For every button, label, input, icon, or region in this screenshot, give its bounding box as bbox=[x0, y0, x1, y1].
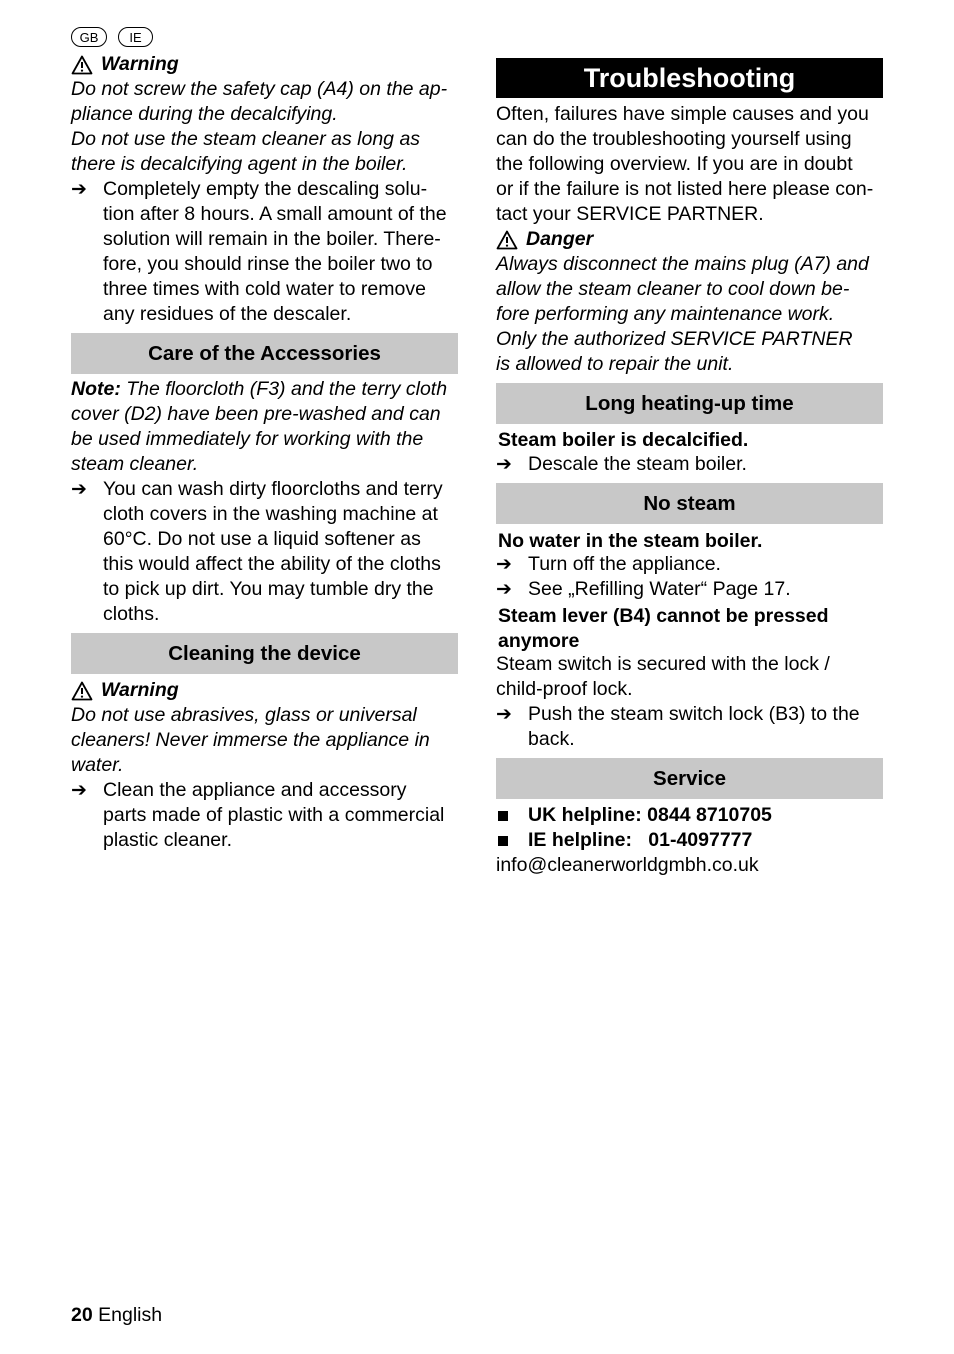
warning-triangle-icon bbox=[496, 230, 518, 250]
text-line: Always disconnect the mains plug (A7) and bbox=[496, 253, 869, 275]
text-line: or if the failure is not listed here please con- bbox=[496, 178, 874, 200]
text-line: child-proof lock. bbox=[496, 678, 633, 700]
step-push-switch-lock bbox=[496, 702, 860, 752]
cause-steam-lever bbox=[498, 604, 888, 654]
text-line: cover (D2) have been pre-washed and can bbox=[71, 403, 441, 425]
service-email[interactable]: info@cleanerworldgmbh.co.uk bbox=[496, 854, 759, 876]
arrow-right-icon: ➔ bbox=[496, 704, 512, 725]
note-first-line bbox=[71, 377, 461, 402]
footer-language: English bbox=[98, 1304, 163, 1326]
warning-triangle-icon bbox=[71, 681, 93, 701]
intro-paragraph bbox=[496, 102, 886, 227]
step-descale-boiler bbox=[496, 452, 747, 477]
page-footer bbox=[71, 1303, 162, 1328]
danger-text bbox=[496, 252, 886, 377]
language-badge-gb: GB bbox=[71, 27, 107, 47]
section-heading-no-steam: No steam bbox=[496, 483, 883, 524]
section-heading-cleaning-device: Cleaning the device bbox=[71, 633, 458, 674]
text-line: See „Refilling Water“ Page 17. bbox=[528, 578, 791, 600]
text-line: Only the authorized SERVICE PARTNER bbox=[496, 328, 853, 350]
text-line: back. bbox=[528, 728, 575, 750]
cause-steam-boiler-decalcified: Steam boiler is decalcified. bbox=[498, 429, 749, 451]
text-line: Turn off the appliance. bbox=[528, 553, 721, 575]
text-line: anymore bbox=[498, 630, 580, 652]
warning-text-2 bbox=[71, 703, 461, 778]
steam-switch-description bbox=[496, 652, 886, 702]
text-line: Often, failures have simple causes and you bbox=[496, 103, 869, 125]
step-empty-descaling bbox=[71, 177, 447, 327]
text-line: cloth covers in the washing machine at bbox=[103, 503, 438, 525]
text-line: fore performing any maintenance work. bbox=[496, 303, 835, 325]
text-line: can do the troubleshooting yourself using bbox=[496, 128, 852, 150]
text-line: Do not screw the safety cap (A4) on the ap- bbox=[71, 78, 448, 100]
text-line: this would affect the ability of the cloths bbox=[103, 553, 441, 575]
arrow-right-icon: ➔ bbox=[496, 579, 512, 600]
arrow-right-icon: ➔ bbox=[71, 179, 87, 200]
text-line: 60°C. Do not use a liquid softener as bbox=[103, 528, 421, 550]
warning-label: Warning bbox=[101, 679, 179, 701]
arrow-right-icon: ➔ bbox=[71, 479, 87, 500]
note-label: Note: bbox=[71, 378, 121, 400]
square-bullet-icon bbox=[496, 803, 528, 828]
language-badge-ie: IE bbox=[118, 27, 153, 47]
step-turn-off bbox=[496, 552, 721, 577]
text-line: You can wash dirty floorcloths and terry bbox=[103, 478, 443, 500]
warning-block-1-header bbox=[71, 52, 179, 77]
text-line: Completely empty the descaling solu- bbox=[103, 178, 428, 200]
text-line: the following overview. If you are in doubt bbox=[496, 153, 853, 175]
text-line: IE helpline: 01-4097777 bbox=[528, 829, 753, 851]
arrow-right-icon: ➔ bbox=[71, 780, 87, 801]
section-heading-long-heating: Long heating-up time bbox=[496, 383, 883, 424]
arrow-right-icon: ➔ bbox=[496, 554, 512, 575]
text-line: pliance during the decalcifying. bbox=[71, 103, 338, 125]
text-line: be used immediately for working with the bbox=[71, 428, 424, 450]
text-line: parts made of plastic with a commercial bbox=[103, 804, 445, 826]
step-clean-appliance bbox=[71, 778, 444, 853]
text-line: Do not use abrasives, glass or universal bbox=[71, 704, 417, 726]
cause-no-water: No water in the steam boiler. bbox=[498, 530, 763, 552]
ie-helpline bbox=[496, 828, 752, 853]
text-line: UK helpline: 0844 8710705 bbox=[528, 804, 772, 826]
text-line: Push the steam switch lock (B3) to the bbox=[528, 703, 860, 725]
step-see-refilling bbox=[496, 577, 791, 602]
text-line: to pick up dirt. You may tumble dry the bbox=[103, 578, 434, 600]
text-line: Steam switch is secured with the lock / bbox=[496, 653, 830, 675]
danger-label: Danger bbox=[526, 228, 594, 250]
text-line: there is decalcifying agent in the boiler. bbox=[71, 153, 408, 175]
text-line: Clean the appliance and accessory bbox=[103, 779, 407, 801]
section-heading-service: Service bbox=[496, 758, 883, 799]
warning-triangle-icon bbox=[71, 55, 93, 75]
text-line: Descale the steam boiler. bbox=[528, 453, 747, 475]
text-line: fore, you should rinse the boiler two to bbox=[103, 253, 433, 275]
step-wash-floorcloths bbox=[71, 477, 443, 627]
text-line: solution will remain in the boiler. There- bbox=[103, 228, 441, 250]
warning-text-1 bbox=[71, 77, 461, 177]
text-line: tact your SERVICE PARTNER. bbox=[496, 203, 764, 225]
text-line: tion after 8 hours. A small amount of the bbox=[103, 203, 447, 225]
text-line: plastic cleaner. bbox=[103, 829, 232, 851]
arrow-right-icon: ➔ bbox=[496, 454, 512, 475]
text-line: water. bbox=[71, 754, 124, 776]
square-bullet-icon bbox=[496, 828, 528, 853]
text-line: cleaners! Never immerse the appliance in bbox=[71, 729, 430, 751]
page-number: 20 bbox=[71, 1304, 93, 1326]
warning-label: Warning bbox=[101, 53, 179, 75]
page-title-troubleshooting: Troubleshooting bbox=[496, 58, 883, 98]
note-text: The floorcloth (F3) and the terry cloth bbox=[120, 378, 448, 400]
text-line: steam cleaner. bbox=[71, 453, 199, 475]
text-line: is allowed to repair the unit. bbox=[496, 353, 734, 375]
text-line: three times with cold water to remove bbox=[103, 278, 426, 300]
section-heading-care-accessories: Care of the Accessories bbox=[71, 333, 458, 374]
danger-block-header bbox=[496, 227, 593, 252]
text-line: Do not use the steam cleaner as long as bbox=[71, 128, 421, 150]
text-line: any residues of the descaler. bbox=[103, 303, 352, 325]
note-block bbox=[71, 377, 461, 477]
text-line: cloths. bbox=[103, 603, 160, 625]
text-line: Steam lever (B4) cannot be pressed bbox=[498, 605, 829, 627]
uk-helpline bbox=[496, 803, 772, 828]
text-line: allow the steam cleaner to cool down be- bbox=[496, 278, 850, 300]
warning-block-2-header bbox=[71, 678, 179, 703]
